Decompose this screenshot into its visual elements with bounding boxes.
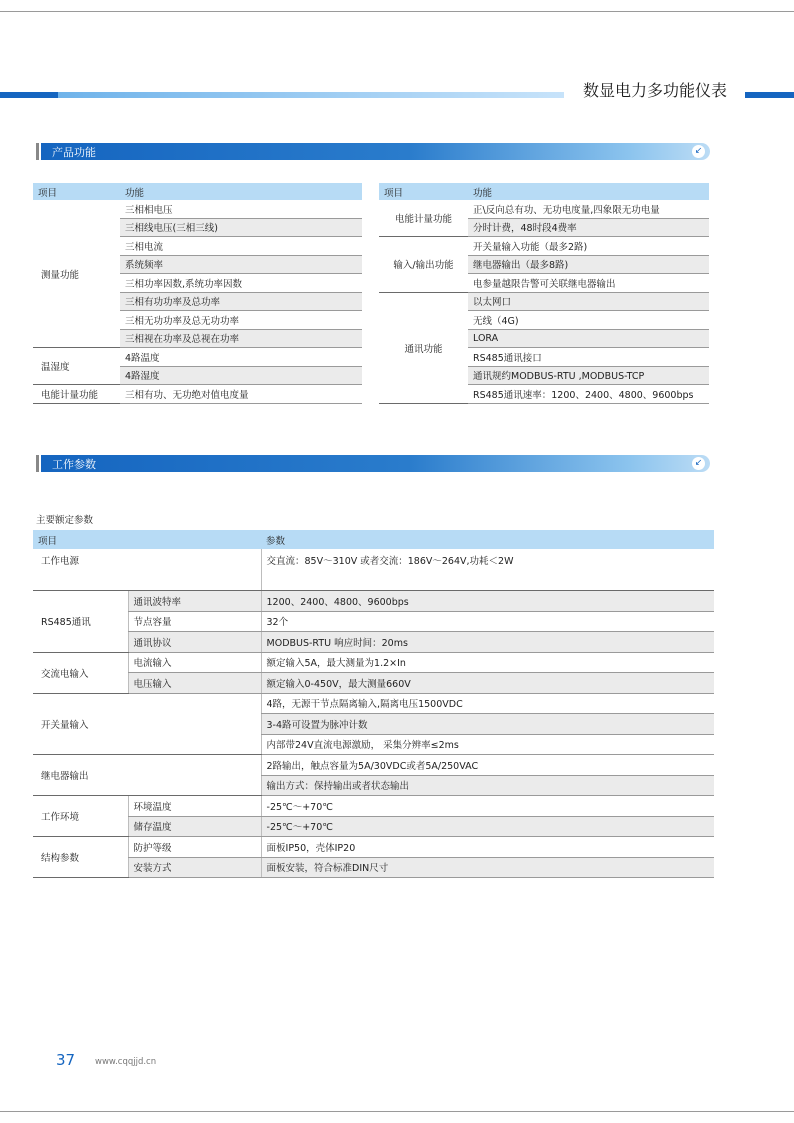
function-cell: 三相相电压 — [120, 200, 362, 218]
category-cell: 工作电源 — [33, 549, 261, 591]
function-table-right — [379, 183, 709, 404]
section-title: 工作参数 — [52, 458, 96, 471]
category-cell: 电能计量功能 — [33, 385, 120, 404]
section-header-product-functions — [36, 143, 710, 160]
category-cell: 测量功能 — [33, 200, 120, 348]
table-row — [33, 200, 362, 218]
sub-item-cell: 通讯协议 — [128, 632, 261, 653]
table-header-row — [33, 530, 714, 549]
function-cell: 三相有功功率及总功率 — [120, 292, 362, 311]
table-row — [33, 673, 714, 694]
function-cell: 通讯规约MODBUS-RTU ,MODBUS-TCP — [468, 366, 709, 385]
sub-item-cell: 电流输入 — [128, 652, 261, 673]
table-row — [33, 816, 714, 837]
category-cell: 通讯功能 — [379, 292, 468, 403]
col-header-item: 项目 — [379, 183, 468, 200]
function-cell: 三相线电压(三相三线) — [120, 218, 362, 237]
table-row — [379, 237, 709, 256]
sub-item-cell: 环境温度 — [128, 796, 261, 817]
col-header-function: 功能 — [120, 183, 362, 200]
category-cell: 继电器输出 — [33, 755, 261, 796]
function-cell: 开关量输入功能（最多2路) — [468, 237, 709, 256]
function-cell: 以太网口 — [468, 292, 709, 311]
category-cell: 输入/输出功能 — [379, 237, 468, 293]
function-table-left — [33, 183, 362, 404]
table-row — [33, 348, 362, 367]
params-subtitle: 主要额定参数 — [36, 515, 94, 526]
top-rule — [0, 11, 794, 12]
value-cell: 32个 — [261, 611, 714, 632]
sub-item-cell: 电压输入 — [128, 673, 261, 694]
arrow-down-left-icon: ↙ — [692, 145, 705, 158]
section-tick — [36, 455, 39, 472]
table-header-row — [379, 183, 709, 200]
header-bar-left — [0, 92, 58, 98]
sub-item-cell: 防护等级 — [128, 837, 261, 858]
sub-item-cell: 储存温度 — [128, 816, 261, 837]
value-cell: MODBUS-RTU 响应时间：20ms — [261, 632, 714, 653]
sub-item-cell: 安装方式 — [128, 857, 261, 878]
table-row — [33, 755, 714, 776]
function-cell: 三相功率因数,系统功率因数 — [120, 274, 362, 293]
table-row — [33, 652, 714, 673]
category-cell: 电能计量功能 — [379, 200, 468, 237]
table-row — [33, 796, 714, 817]
value-cell: 1200、2400、4800、9600bps — [261, 591, 714, 612]
function-cell: 正\反向总有功、无功电度量,四象限无功电量 — [468, 200, 709, 218]
sub-item-cell: 节点容量 — [128, 611, 261, 632]
col-header-item: 项目 — [33, 530, 261, 549]
table-header-row — [33, 183, 362, 200]
category-cell: 交流电输入 — [33, 652, 128, 693]
arrow-down-left-icon: ↙ — [692, 457, 705, 470]
function-cell: 4路温度 — [120, 348, 362, 367]
value-cell: 内部带24V直流电源激励， 采集分辨率≤2ms — [261, 734, 714, 755]
function-cell: 分时计费，48时段4费率 — [468, 218, 709, 237]
section-header-work-params — [36, 455, 710, 472]
header-bar-right — [745, 92, 794, 98]
sub-item-cell: 通讯波特率 — [128, 591, 261, 612]
function-cell: 三相电流 — [120, 237, 362, 256]
value-cell: 额定输入0-450V，最大测量660V — [261, 673, 714, 694]
function-cell: 三相视在功率及总视在功率 — [120, 329, 362, 348]
function-cell: 继电器输出（最多8路) — [468, 255, 709, 274]
category-cell: 工作环境 — [33, 796, 128, 837]
document-title: 数显电力多功能仪表 — [582, 81, 727, 100]
function-cell: 4路湿度 — [120, 366, 362, 385]
function-cell: 电参量越限告警可关联继电器输出 — [468, 274, 709, 293]
page-number: 37 — [56, 1051, 76, 1069]
category-cell: RS485通讯 — [33, 591, 128, 653]
value-cell: 2路输出，触点容量为5A/30VDC或者5A/250VAC — [261, 755, 714, 776]
category-cell: 温湿度 — [33, 348, 120, 385]
header-bar-gradient — [58, 92, 564, 98]
value-cell: 额定输入5A，最大测量为1.2×In — [261, 652, 714, 673]
section-tick — [36, 143, 39, 160]
value-cell: -25℃～+70℃ — [261, 816, 714, 837]
col-header-item: 项目 — [33, 183, 120, 200]
table-row — [379, 200, 709, 218]
value-cell: 交直流：85V～310V 或者交流：186V～264V,功耗＜2W — [261, 549, 714, 591]
category-cell: 开关量输入 — [33, 693, 261, 755]
table-row — [33, 857, 714, 878]
bottom-rule — [0, 1111, 794, 1112]
section-bar — [41, 143, 710, 160]
function-cell: 三相有功、无功绝对值电度量 — [120, 385, 362, 404]
function-cell: 三相无功功率及总无功功率 — [120, 311, 362, 330]
function-cell: 系统频率 — [120, 255, 362, 274]
function-cell: LORA — [468, 329, 709, 348]
value-cell: 4路，无源干节点隔离输入,隔离电压1500VDC — [261, 693, 714, 714]
params-table — [33, 530, 714, 878]
function-cell: 无线（4G) — [468, 311, 709, 330]
section-title: 产品功能 — [52, 146, 96, 159]
value-cell: 3-4路可设置为脉冲计数 — [261, 714, 714, 735]
col-header-function: 功能 — [468, 183, 709, 200]
col-header-param: 参数 — [261, 530, 714, 549]
value-cell: 面板安装，符合标准DIN尺寸 — [261, 857, 714, 878]
table-row — [33, 591, 714, 612]
value-cell: 面板IP50，壳体IP20 — [261, 837, 714, 858]
table-row — [379, 292, 709, 311]
category-cell: 结构参数 — [33, 837, 128, 878]
table-row — [33, 385, 362, 404]
table-row — [33, 837, 714, 858]
function-cell: RS485通讯接口 — [468, 348, 709, 367]
website-url: www.cqqjjd.cn — [95, 1057, 157, 1067]
table-row — [33, 693, 714, 714]
section-bar — [41, 455, 710, 472]
table-row — [33, 549, 714, 591]
table-row — [33, 611, 714, 632]
table-row — [33, 632, 714, 653]
function-cell: RS485通讯速率：1200、2400、4800、9600bps — [468, 385, 709, 404]
value-cell: -25℃～+70℃ — [261, 796, 714, 817]
value-cell: 输出方式：保持输出或者状态输出 — [261, 775, 714, 796]
